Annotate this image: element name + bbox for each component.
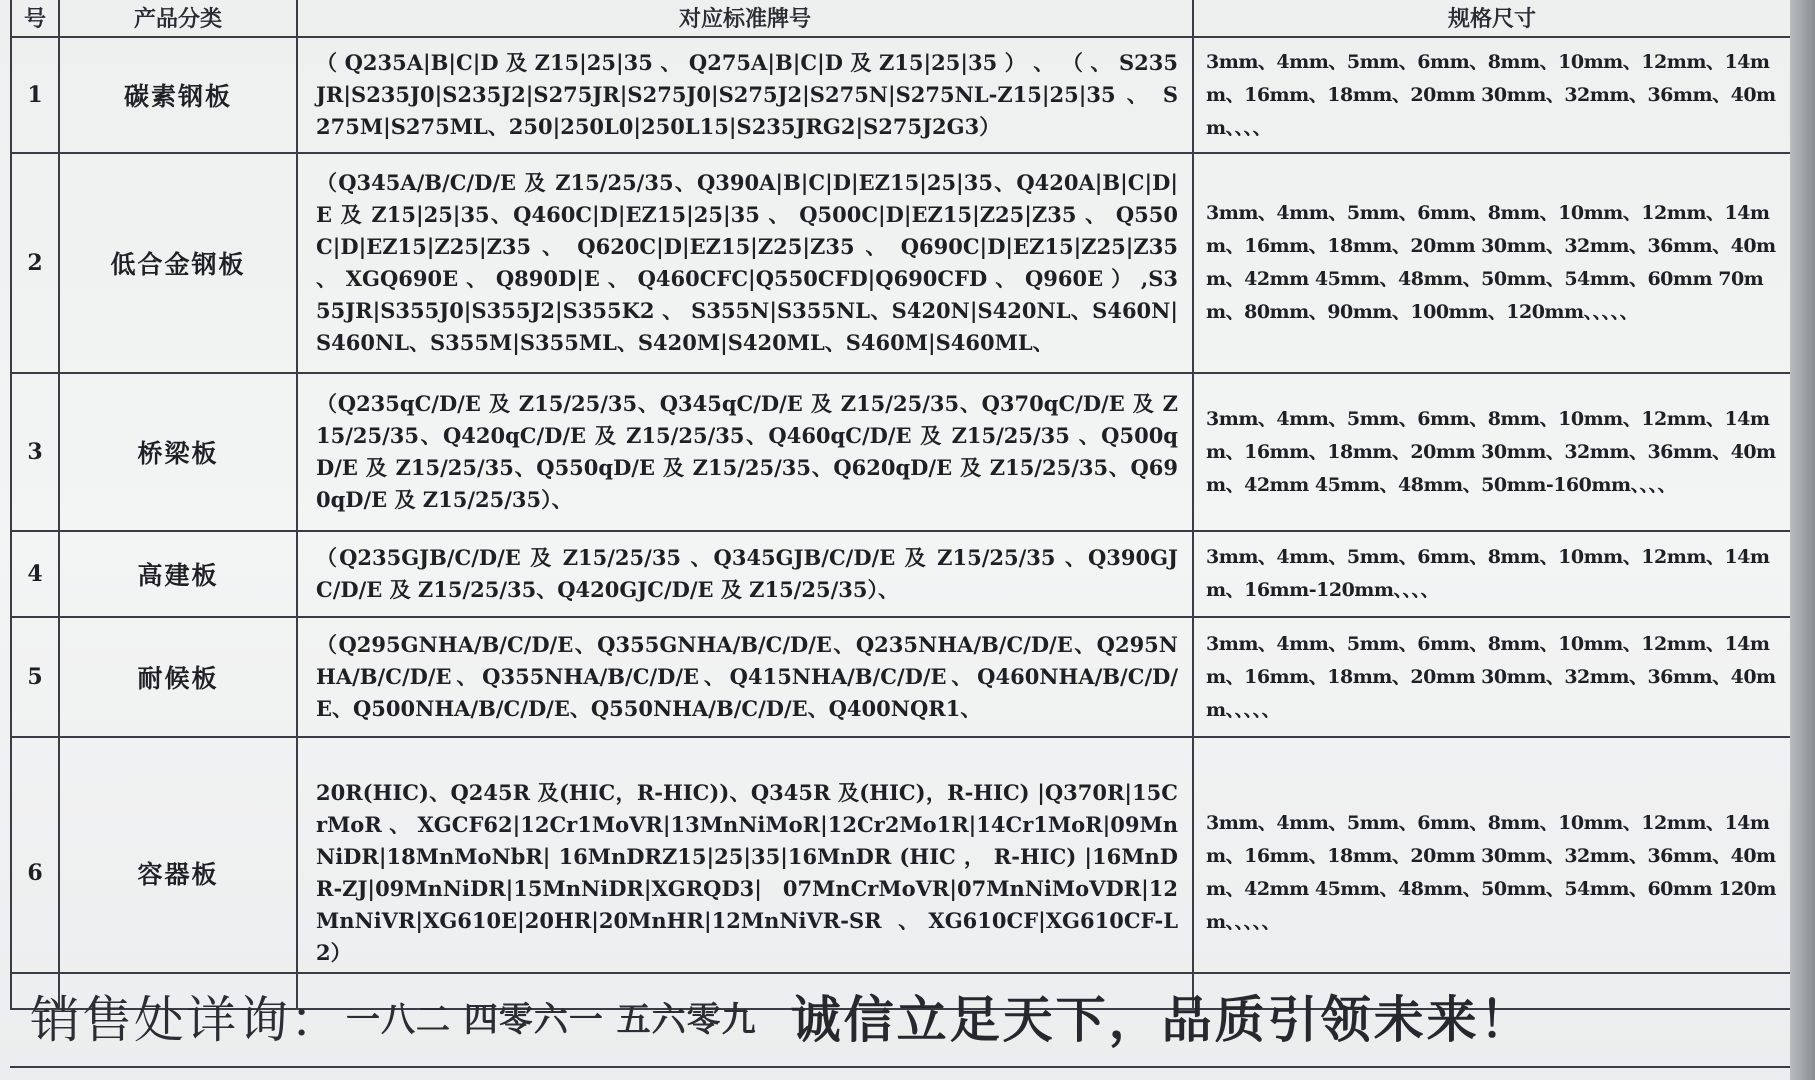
background-surface	[1790, 0, 1815, 1080]
table-row	[11, 531, 1791, 617]
row-number: 5	[11, 617, 59, 737]
table-row	[11, 737, 1791, 1009]
table-row	[11, 373, 1791, 531]
company-slogan: 诚信立足天下，品质引领未来！	[790, 990, 1533, 1049]
size-spec: 3mm、4mm、5mm、6mm、8mm、10mm、12mm、14mm、16mm、18mm、20mm 30mm、32mm、36mm、40mm、42mm 45mm、48mm、50mm-160mm、、、、	[1193, 373, 1791, 531]
product-category: 容器板	[59, 737, 297, 1009]
table-header-row	[11, 0, 1791, 37]
footer-bottom-rule	[10, 1066, 1790, 1068]
standard-grades: （Q295GNHA/B/C/D/E、Q355GNHA/B/C/D/E、Q235NHA/B/C/D/E、Q295NHA/B/C/D/E、Q355NHA/B/C/D/E、Q415NHA/B/C/D/E、Q460NHA/B/C/D/E、Q500NHA/B/C/D/E、Q550NHA/B/C/D/E、Q400NQR1、	[297, 617, 1193, 737]
size-spec: 3mm、4mm、5mm、6mm、8mm、10mm、12mm、14mm、16mm-120mm、、、、	[1193, 531, 1791, 617]
sales-contact-footer	[30, 976, 1533, 1056]
standard-grades: （ Q235A|B|C|D 及 Z15|25|35 、 Q275A|B|C|D 及 Z15|25|35 ） 、 （ 、 S235JR|S235J0|S235J2|S275JR|S275J0|S275J2|S275N|S275NL-Z15|25|35 、 S275M|S275ML、250|250L0|250L15|S235JRG2|S275J2G3）	[297, 37, 1193, 153]
header-category: 产品分类	[59, 0, 297, 37]
row-number: 1	[11, 37, 59, 153]
row-number: 2	[11, 153, 59, 373]
product-category: 桥梁板	[59, 373, 297, 531]
header-no: 号	[11, 0, 59, 37]
row-number: 4	[11, 531, 59, 617]
size-spec: 3mm、4mm、5mm、6mm、8mm、10mm、12mm、14mm、16mm、18mm、20mm 30mm、32mm、36mm、40mm、42mm 45mm、48mm、50mm、54mm、60mm 70mm、80mm、90mm、100mm、120mm、、、、、	[1193, 153, 1791, 373]
product-category: 碳素钢板	[59, 37, 297, 153]
size-spec: 3mm、4mm、5mm、6mm、8mm、10mm、12mm、14mm、16mm、18mm、20mm 30mm、32mm、36mm、40mm、42mm 45mm、48mm、50mm、54mm、60mm 120mm、、、、、	[1193, 737, 1791, 1009]
table-row	[11, 37, 1791, 153]
standard-grades: （Q345A/B/C/D/E 及 Z15/25/35、Q390A|B|C|D|EZ15|25|35、Q420A|B|C|D|E 及 Z15|25|35、Q460C|D|EZ15|25|35 、 Q500C|D|EZ15|Z25|Z35 、 Q550C|D|EZ15|Z25|Z35 、 Q620C|D|EZ15|Z25|Z35 、 Q690C|D|EZ15|Z25|Z35 、 XGQ690E 、 Q890D|E 、 Q460CFC|Q550CFD|Q690CFD 、 Q960E ） ,S355JR|S355J0|S355J2|S355K2 、 S355N|S355NL、S420N|S420NL、S460N|S460NL、S355M|S355ML、S420M|S420ML、S460M|S460ML、	[297, 153, 1193, 373]
standard-grades: 20R(HIC)、Q245R 及(HIC，R-HIC))、Q345R 及(HIC)，R-HIC) |Q370R|15CrMoR、XGCF62|12Cr1MoVR|13MnNiMoR|12Cr2Mo1R|14Cr1MoR|09MnNiDR|18MnMoNbR| 16MnDRZ15|25|35|16MnDR (HIC ， R-HIC) |16MnDR-ZJ|09MnNiDR|15MnNiDR|XGRQD3| 07MnCrMoVR|07MnNiMoVDR|12MnNiVR|XG610E|20HR|20MnHR|12MnNiVR-SR 、XG610CF|XG610CF-L2）	[297, 737, 1193, 1009]
table-row	[11, 153, 1791, 373]
sales-contact-label: 销售处详询：	[30, 991, 342, 1049]
standard-grades: （Q235GJB/C/D/E 及 Z15/25/35 、Q345GJB/C/D/E 及 Z15/25/35 、Q390GJC/D/E 及 Z15/25/35、Q420GJC/D/E 及 Z15/25/35）、	[297, 531, 1193, 617]
footer-top-rule	[10, 972, 1790, 974]
header-standard: 对应标准牌号	[297, 0, 1193, 37]
standard-grades: （Q235qC/D/E 及 Z15/25/35、Q345qC/D/E 及 Z15/25/35、Q370qC/D/E 及 Z15/25/35、Q420qC/D/E 及 Z15/25/35、Q460qC/D/E 及 Z15/25/35 、Q500qD/E 及 Z15/25/35、Q550qD/E 及 Z15/25/35、Q620qD/E 及 Z15/25/35、Q690qD/E 及 Z15/25/35）、	[297, 373, 1193, 531]
product-category: 耐候板	[59, 617, 297, 737]
product-category: 高建板	[59, 531, 297, 617]
header-size: 规格尺寸	[1193, 0, 1791, 37]
table-row	[11, 617, 1791, 737]
row-number: 3	[11, 373, 59, 531]
sales-phone-number: 一八二 四零六一 五六零九	[346, 999, 757, 1040]
product-category: 低合金钢板	[59, 153, 297, 373]
row-number: 6	[11, 737, 59, 1009]
size-spec: 3mm、4mm、5mm、6mm、8mm、10mm、12mm、14mm、16mm、18mm、20mm 30mm、32mm、36mm、40mm、、、、	[1193, 37, 1791, 153]
size-spec: 3mm、4mm、5mm、6mm、8mm、10mm、12mm、14mm、16mm、18mm、20mm 30mm、32mm、36mm、40mm、、、、、	[1193, 617, 1791, 737]
steel-plate-spec-table	[10, 0, 1792, 1010]
